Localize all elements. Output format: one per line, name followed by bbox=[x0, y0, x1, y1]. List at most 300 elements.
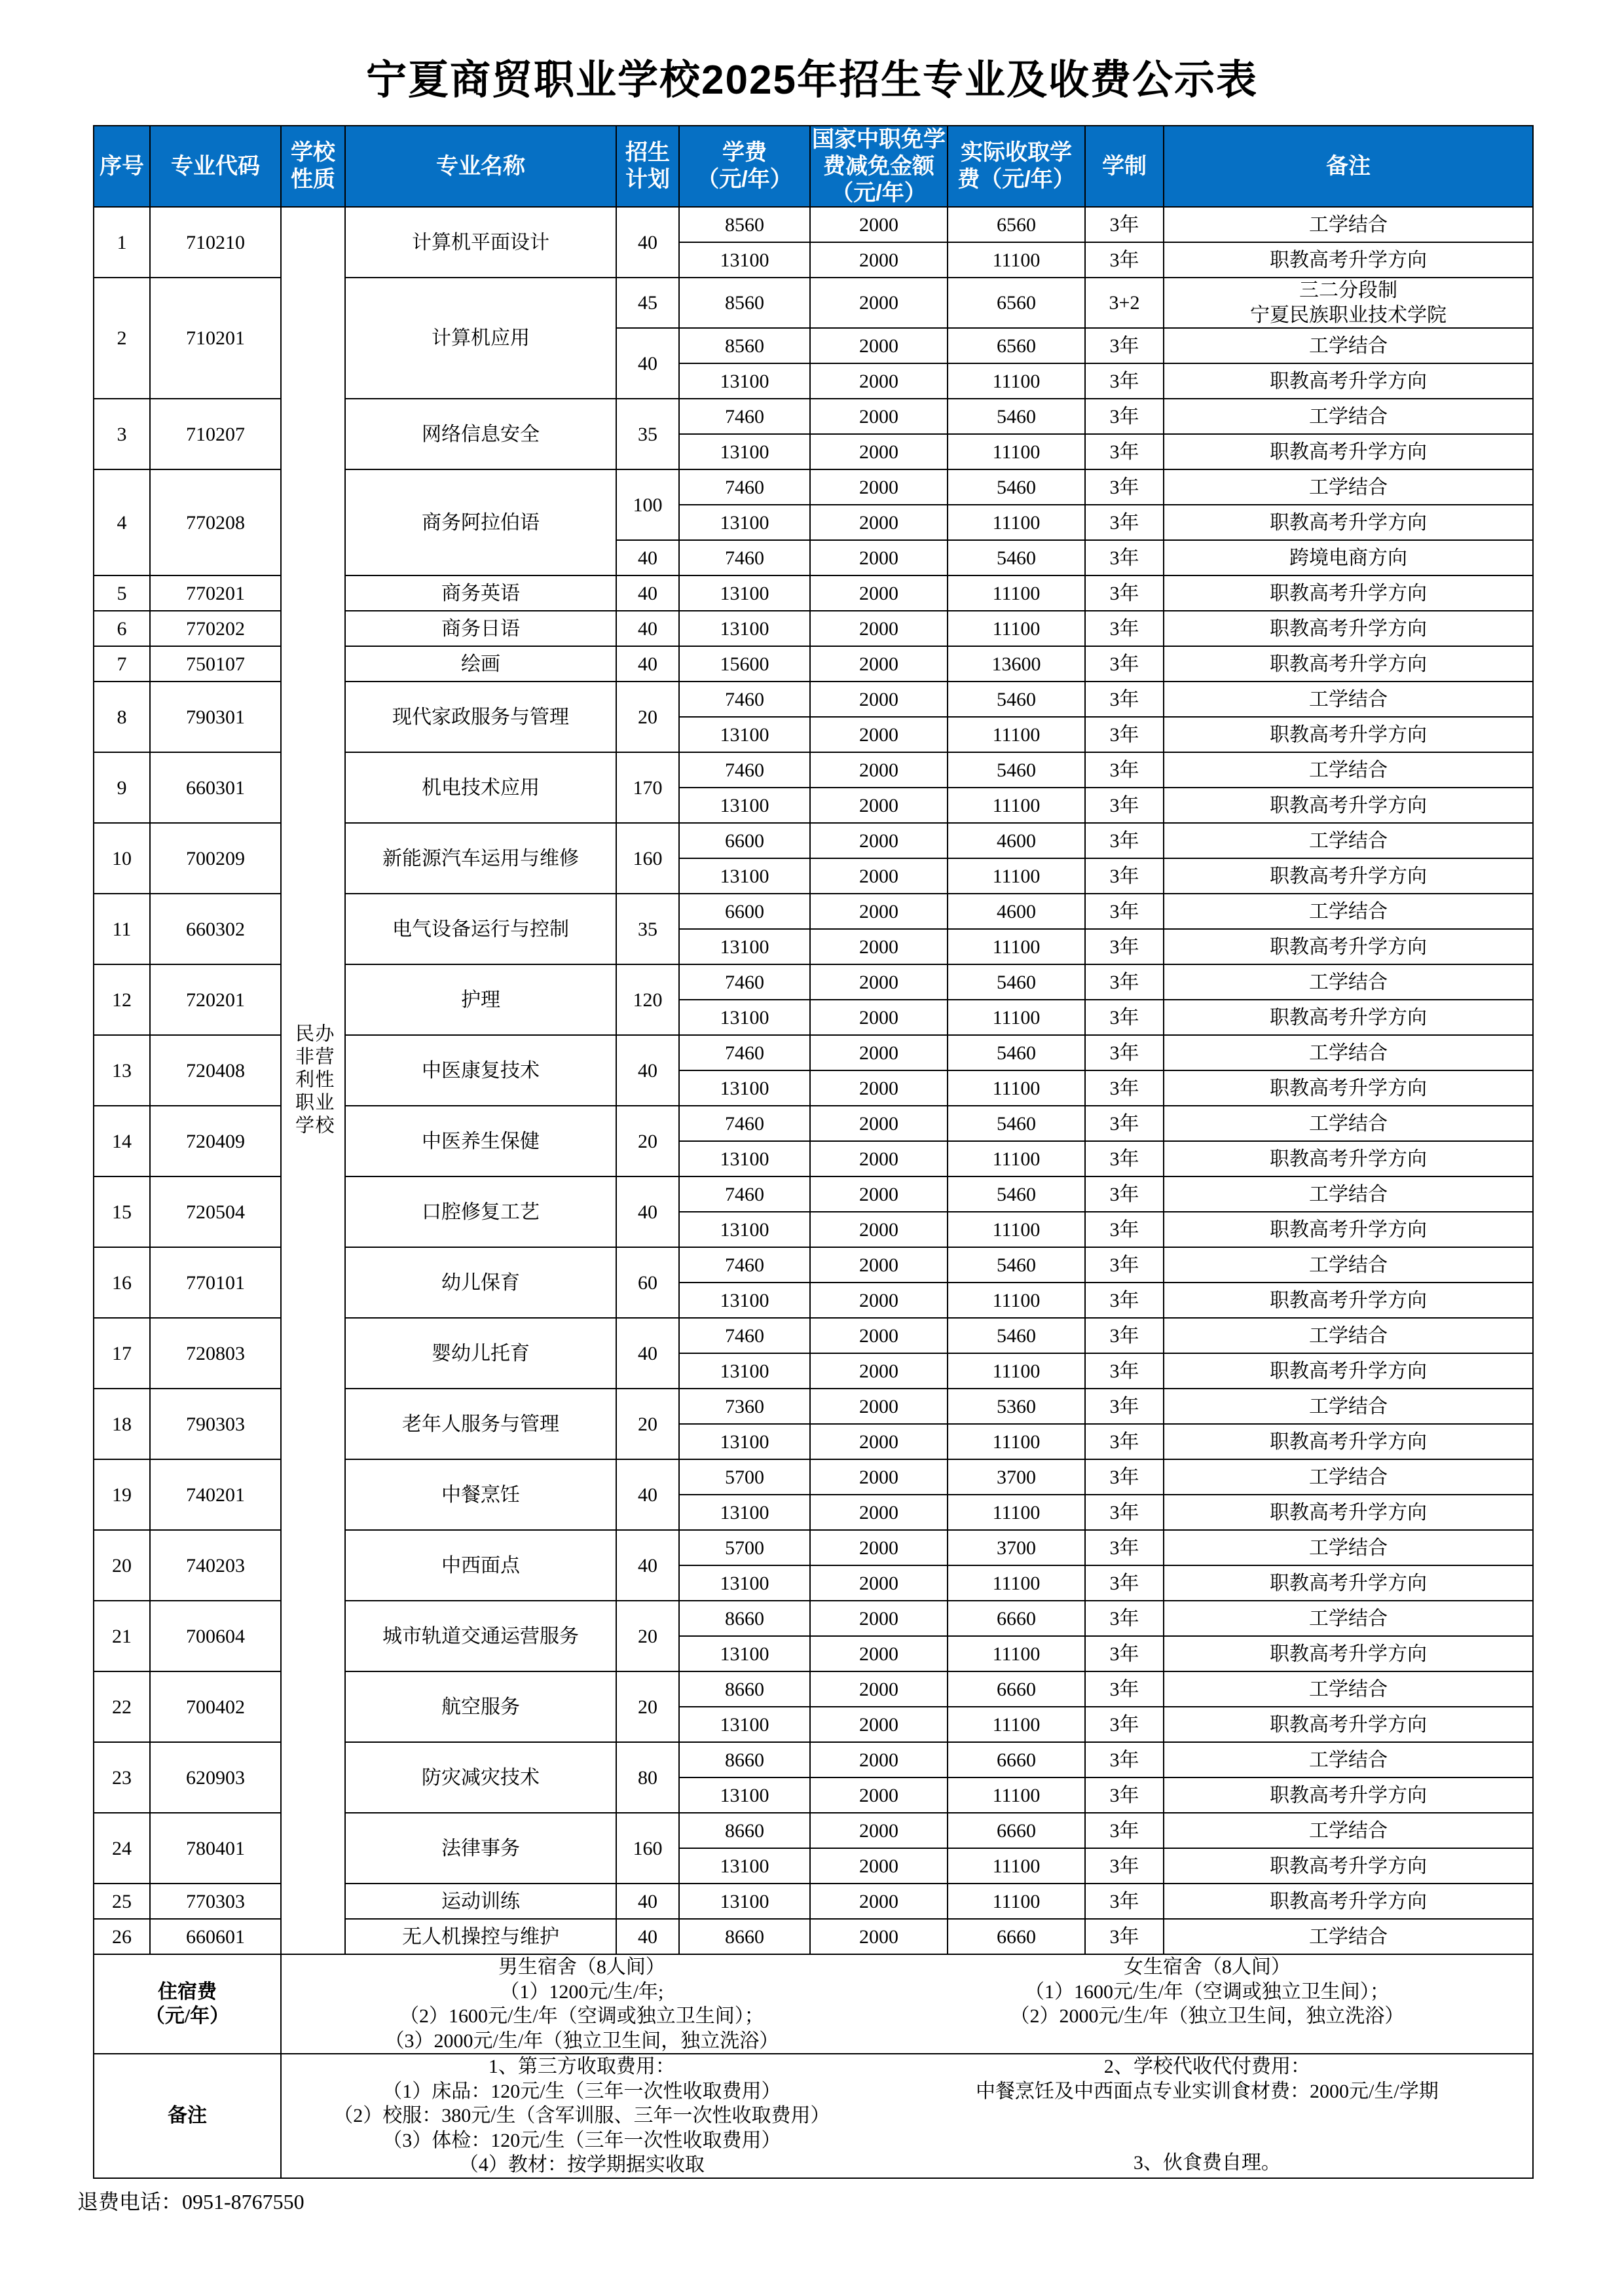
cell-enrollment-plan: 35 bbox=[616, 894, 679, 964]
cell-exemption: 2000 bbox=[810, 1884, 948, 1919]
cell-duration: 3年 bbox=[1085, 540, 1164, 575]
cell-actual-tuition: 11100 bbox=[948, 1283, 1085, 1318]
dorm-fee-row bbox=[94, 1954, 1533, 2054]
cell-major-name: 网络信息安全 bbox=[345, 399, 616, 469]
cell-remark: 工学结合 bbox=[1164, 1601, 1533, 1636]
cell-tuition: 5700 bbox=[679, 1459, 810, 1495]
cell-tuition: 13100 bbox=[679, 363, 810, 399]
cell-remark: 工学结合 bbox=[1164, 894, 1533, 929]
cell-sequence: 3 bbox=[94, 399, 150, 469]
cell-duration: 3年 bbox=[1085, 1565, 1164, 1601]
cell-sequence: 18 bbox=[94, 1389, 150, 1459]
cell-sequence: 12 bbox=[94, 964, 150, 1035]
cell-actual-tuition: 6560 bbox=[948, 207, 1085, 242]
cell-major-name: 现代家政服务与管理 bbox=[345, 682, 616, 752]
cell-tuition: 13100 bbox=[679, 1212, 810, 1247]
cell-actual-tuition: 11100 bbox=[948, 788, 1085, 823]
cell-actual-tuition: 11100 bbox=[948, 242, 1085, 278]
cell-duration: 3年 bbox=[1085, 646, 1164, 682]
cell-major-code: 770201 bbox=[150, 575, 281, 611]
table-body bbox=[94, 207, 1533, 2178]
cell-sequence: 10 bbox=[94, 823, 150, 894]
cell-major-code: 660301 bbox=[150, 752, 281, 823]
dorm-fee-label-line1: 住宿费 bbox=[158, 1980, 217, 2003]
cell-duration: 3年 bbox=[1085, 1495, 1164, 1530]
cell-tuition: 7460 bbox=[679, 1318, 810, 1353]
cell-tuition: 7460 bbox=[679, 1035, 810, 1070]
cell-actual-tuition: 6660 bbox=[948, 1742, 1085, 1777]
cell-school-nature bbox=[281, 207, 345, 1954]
cell-remark: 工学结合 bbox=[1164, 682, 1533, 717]
cell-major-name: 航空服务 bbox=[345, 1671, 616, 1742]
cell-exemption: 2000 bbox=[810, 894, 948, 929]
cell-exemption: 2000 bbox=[810, 1919, 948, 1954]
cell-actual-tuition: 11100 bbox=[948, 858, 1085, 894]
cell-tuition: 7460 bbox=[679, 469, 810, 505]
cell-exemption: 2000 bbox=[810, 1636, 948, 1671]
cell-exemption: 2000 bbox=[810, 682, 948, 717]
cell-actual-tuition: 11100 bbox=[948, 434, 1085, 469]
cell-remark: 工学结合 bbox=[1164, 1742, 1533, 1777]
cell-actual-tuition: 4600 bbox=[948, 894, 1085, 929]
cell-duration: 3年 bbox=[1085, 399, 1164, 434]
cell-major-code: 710207 bbox=[150, 399, 281, 469]
cell-exemption: 2000 bbox=[810, 1742, 948, 1777]
cell-exemption: 2000 bbox=[810, 1000, 948, 1035]
cell-sequence: 1 bbox=[94, 207, 150, 278]
cell-remark: 职教高考升学方向 bbox=[1164, 1495, 1533, 1530]
dorm-male-item: （2）1600元/生/年（空调或独立卫生间）； bbox=[399, 2005, 764, 2028]
cell-major-code: 720409 bbox=[150, 1106, 281, 1176]
cell-actual-tuition: 11100 bbox=[948, 1353, 1085, 1389]
cell-remark: 工学结合 bbox=[1164, 1176, 1533, 1212]
cell-tuition: 13100 bbox=[679, 1884, 810, 1919]
cell-major-name: 计算机应用 bbox=[345, 278, 616, 399]
cell-exemption: 2000 bbox=[810, 858, 948, 894]
cell-major-code: 770101 bbox=[150, 1247, 281, 1318]
col-header-plan-line2: 计划 bbox=[625, 167, 670, 192]
cell-remark: 工学结合 bbox=[1164, 1106, 1533, 1141]
cell-enrollment-plan: 80 bbox=[616, 1742, 679, 1813]
cell-exemption: 2000 bbox=[810, 242, 948, 278]
cell-sequence: 20 bbox=[94, 1530, 150, 1601]
cell-tuition: 8660 bbox=[679, 1919, 810, 1954]
cell-tuition: 13100 bbox=[679, 1495, 810, 1530]
cell-actual-tuition: 6560 bbox=[948, 328, 1085, 363]
cell-major-code: 740203 bbox=[150, 1530, 281, 1601]
cell-duration: 3年 bbox=[1085, 1742, 1164, 1777]
cell-enrollment-plan: 60 bbox=[616, 1247, 679, 1318]
notes-third-party-item: （2）校服：380元/生（含军训服、三年一次性收取费用） bbox=[333, 2105, 830, 2127]
cell-major-code: 720803 bbox=[150, 1318, 281, 1389]
cell-duration: 3年 bbox=[1085, 1671, 1164, 1707]
cell-sequence: 7 bbox=[94, 646, 150, 682]
cell-duration: 3年 bbox=[1085, 505, 1164, 540]
cell-exemption: 2000 bbox=[810, 1106, 948, 1141]
cell-exemption: 2000 bbox=[810, 363, 948, 399]
cell-remark: 职教高考升学方向 bbox=[1164, 242, 1533, 278]
dorm-female-block bbox=[882, 1955, 1532, 2053]
cell-exemption: 2000 bbox=[810, 1035, 948, 1070]
cell-remark: 职教高考升学方向 bbox=[1164, 717, 1533, 752]
cell-major-name: 城市轨道交通运营服务 bbox=[345, 1601, 616, 1671]
cell-actual-tuition: 11100 bbox=[948, 1777, 1085, 1813]
cell-enrollment-plan: 20 bbox=[616, 1671, 679, 1742]
cell-sequence: 16 bbox=[94, 1247, 150, 1318]
cell-tuition: 8660 bbox=[679, 1601, 810, 1636]
cell-major-name: 老年人服务与管理 bbox=[345, 1389, 616, 1459]
cell-remark: 工学结合 bbox=[1164, 1035, 1533, 1070]
cell-actual-tuition: 6660 bbox=[948, 1813, 1085, 1848]
cell-major-name: 婴幼儿托育 bbox=[345, 1318, 616, 1389]
cell-tuition: 13100 bbox=[679, 611, 810, 646]
cell-tuition: 13100 bbox=[679, 788, 810, 823]
cell-enrollment-plan: 40 bbox=[616, 575, 679, 611]
cell-remark: 工学结合 bbox=[1164, 1459, 1533, 1495]
cell-duration: 3年 bbox=[1085, 1353, 1164, 1389]
cell-tuition: 13100 bbox=[679, 1141, 810, 1176]
cell-tuition: 13100 bbox=[679, 1565, 810, 1601]
cell-enrollment-plan: 45 bbox=[616, 278, 679, 328]
school-nature-column-1: 民非利职学 bbox=[293, 1023, 314, 1139]
table-header bbox=[94, 126, 1533, 207]
cell-enrollment-plan: 40 bbox=[616, 1176, 679, 1247]
cell-actual-tuition: 6660 bbox=[948, 1671, 1085, 1707]
dorm-fee-label-line2: （元/年） bbox=[145, 2005, 230, 2028]
cell-duration: 3年 bbox=[1085, 964, 1164, 1000]
col-header-plan-line1: 招生 bbox=[625, 140, 670, 166]
cell-major-code: 710201 bbox=[150, 278, 281, 399]
cell-exemption: 2000 bbox=[810, 1283, 948, 1318]
cell-enrollment-plan: 40 bbox=[616, 540, 679, 575]
cell-major-code: 700604 bbox=[150, 1601, 281, 1671]
cell-major-name: 绘画 bbox=[345, 646, 616, 682]
refund-phone-note: 退费电话：0951-8767550 bbox=[77, 2189, 304, 2214]
dorm-female-item: （2）2000元/生/年（独立卫生间，独立洗浴） bbox=[1010, 2005, 1405, 2028]
cell-tuition: 13100 bbox=[679, 1000, 810, 1035]
cell-tuition: 13100 bbox=[679, 1424, 810, 1459]
cell-actual-tuition: 11100 bbox=[948, 611, 1085, 646]
cell-exemption: 2000 bbox=[810, 611, 948, 646]
col-header-seq: 序号 bbox=[94, 126, 150, 207]
cell-duration: 3年 bbox=[1085, 1070, 1164, 1106]
cell-duration: 3年 bbox=[1085, 363, 1164, 399]
cell-enrollment-plan: 20 bbox=[616, 1106, 679, 1176]
cell-exemption: 2000 bbox=[810, 1459, 948, 1495]
cell-major-name: 电气设备运行与控制 bbox=[345, 894, 616, 964]
cell-tuition: 15600 bbox=[679, 646, 810, 682]
col-header-plan bbox=[616, 126, 679, 207]
cell-major-code: 780401 bbox=[150, 1813, 281, 1884]
cell-remark: 工学结合 bbox=[1164, 399, 1533, 434]
cell-remark: 职教高考升学方向 bbox=[1164, 434, 1533, 469]
cell-enrollment-plan: 40 bbox=[616, 207, 679, 278]
notes-third-party-block bbox=[282, 2054, 882, 2178]
cell-major-code: 660302 bbox=[150, 894, 281, 964]
cell-remark: 工学结合 bbox=[1164, 1530, 1533, 1565]
col-header-actual bbox=[948, 126, 1085, 207]
cell-enrollment-plan: 20 bbox=[616, 682, 679, 752]
cell-actual-tuition: 11100 bbox=[948, 1000, 1085, 1035]
cell-enrollment-plan: 100 bbox=[616, 469, 679, 540]
cell-actual-tuition: 5460 bbox=[948, 1106, 1085, 1141]
cell-remark: 工学结合 bbox=[1164, 823, 1533, 858]
cell-exemption: 2000 bbox=[810, 1671, 948, 1707]
cell-remark: 职教高考升学方向 bbox=[1164, 1141, 1533, 1176]
col-header-tuition-line1: 学费 bbox=[722, 140, 767, 166]
cell-enrollment-plan: 170 bbox=[616, 752, 679, 823]
notes-label: 备注 bbox=[94, 2054, 281, 2178]
remark-line: 三二分段制 bbox=[1299, 280, 1397, 302]
cell-major-name: 无人机操控与维护 bbox=[345, 1919, 616, 1954]
notes-third-party-item: （4）教材：按学期据实收取 bbox=[458, 2154, 705, 2176]
cell-actual-tuition: 11100 bbox=[948, 575, 1085, 611]
cell-tuition: 7460 bbox=[679, 752, 810, 788]
cell-tuition: 13100 bbox=[679, 858, 810, 894]
cell-exemption: 2000 bbox=[810, 1176, 948, 1212]
cell-duration: 3年 bbox=[1085, 469, 1164, 505]
cell-actual-tuition: 6660 bbox=[948, 1601, 1085, 1636]
col-header-tuition bbox=[679, 126, 810, 207]
cell-duration: 3年 bbox=[1085, 1424, 1164, 1459]
cell-actual-tuition: 5460 bbox=[948, 540, 1085, 575]
cell-actual-tuition: 6560 bbox=[948, 278, 1085, 328]
cell-duration: 3年 bbox=[1085, 929, 1164, 964]
cell-actual-tuition: 11100 bbox=[948, 1495, 1085, 1530]
cell-major-name: 中西面点 bbox=[345, 1530, 616, 1601]
cell-duration: 3年 bbox=[1085, 434, 1164, 469]
cell-duration: 3年 bbox=[1085, 611, 1164, 646]
cell-major-code: 790303 bbox=[150, 1389, 281, 1459]
cell-enrollment-plan: 40 bbox=[616, 1318, 679, 1389]
cell-major-name: 法律事务 bbox=[345, 1813, 616, 1884]
cell-duration: 3年 bbox=[1085, 1035, 1164, 1070]
cell-duration: 3年 bbox=[1085, 242, 1164, 278]
cell-major-name: 口腔修复工艺 bbox=[345, 1176, 616, 1247]
cell-major-name: 中餐烹饪 bbox=[345, 1459, 616, 1530]
cell-major-name: 机电技术应用 bbox=[345, 752, 616, 823]
cell-major-code: 620903 bbox=[150, 1742, 281, 1813]
cell-duration: 3年 bbox=[1085, 1848, 1164, 1884]
cell-exemption: 2000 bbox=[810, 646, 948, 682]
dorm-fee-label bbox=[94, 1954, 281, 2054]
cell-tuition: 7460 bbox=[679, 399, 810, 434]
cell-actual-tuition: 11100 bbox=[948, 1565, 1085, 1601]
col-header-tuition-line2: （元/年） bbox=[697, 167, 792, 192]
cell-enrollment-plan: 160 bbox=[616, 823, 679, 894]
cell-exemption: 2000 bbox=[810, 1777, 948, 1813]
cell-tuition: 7460 bbox=[679, 1106, 810, 1141]
cell-tuition: 13100 bbox=[679, 1636, 810, 1671]
cell-tuition: 13100 bbox=[679, 929, 810, 964]
cell-tuition: 8560 bbox=[679, 207, 810, 242]
cell-duration: 3年 bbox=[1085, 1813, 1164, 1848]
cell-actual-tuition: 5460 bbox=[948, 469, 1085, 505]
cell-actual-tuition: 11100 bbox=[948, 1707, 1085, 1742]
cell-tuition: 7460 bbox=[679, 964, 810, 1000]
cell-exemption: 2000 bbox=[810, 328, 948, 363]
cell-sequence: 4 bbox=[94, 469, 150, 575]
cell-sequence: 24 bbox=[94, 1813, 150, 1884]
cell-tuition: 13100 bbox=[679, 1353, 810, 1389]
cell-sequence: 15 bbox=[94, 1176, 150, 1247]
cell-sequence: 26 bbox=[94, 1919, 150, 1954]
notes-meal-title: 3、伙食费自理。 bbox=[1133, 2152, 1281, 2174]
cell-tuition: 6600 bbox=[679, 894, 810, 929]
cell-remark: 职教高考升学方向 bbox=[1164, 1636, 1533, 1671]
cell-enrollment-plan: 40 bbox=[616, 1884, 679, 1919]
cell-tuition: 5700 bbox=[679, 1530, 810, 1565]
cell-duration: 3年 bbox=[1085, 682, 1164, 717]
cell-sequence: 22 bbox=[94, 1671, 150, 1742]
col-header-exempt-line3: （元/年） bbox=[831, 180, 927, 206]
notes-third-party-item: （1）床品：120元/生（三年一次性收取费用） bbox=[382, 2080, 781, 2102]
cell-remark: 工学结合 bbox=[1164, 1919, 1533, 1954]
cell-remark: 工学结合 bbox=[1164, 1247, 1533, 1283]
cell-actual-tuition: 6660 bbox=[948, 1919, 1085, 1954]
cell-remark: 职教高考升学方向 bbox=[1164, 1565, 1533, 1601]
cell-major-code: 700402 bbox=[150, 1671, 281, 1742]
col-header-remark: 备注 bbox=[1164, 126, 1533, 207]
cell-major-name: 商务阿拉伯语 bbox=[345, 469, 616, 575]
cell-enrollment-plan: 35 bbox=[616, 399, 679, 469]
cell-duration: 3年 bbox=[1085, 1389, 1164, 1424]
cell-exemption: 2000 bbox=[810, 752, 948, 788]
cell-duration: 3年 bbox=[1085, 575, 1164, 611]
cell-major-code: 740201 bbox=[150, 1459, 281, 1530]
cell-enrollment-plan: 160 bbox=[616, 1813, 679, 1884]
page-title: 宁夏商贸职业学校2025年招生专业及收费公示表 bbox=[366, 58, 1258, 103]
cell-exemption: 2000 bbox=[810, 207, 948, 242]
cell-enrollment-plan: 40 bbox=[616, 1530, 679, 1601]
cell-exemption: 2000 bbox=[810, 1212, 948, 1247]
cell-major-name: 商务英语 bbox=[345, 575, 616, 611]
cell-major-name: 防灾减灾技术 bbox=[345, 1742, 616, 1813]
cell-sequence: 25 bbox=[94, 1884, 150, 1919]
cell-actual-tuition: 5460 bbox=[948, 752, 1085, 788]
cell-major-code: 700209 bbox=[150, 823, 281, 894]
dorm-fee-content bbox=[281, 1954, 1533, 2054]
cell-remark: 职教高考升学方向 bbox=[1164, 858, 1533, 894]
cell-remark: 跨境电商方向 bbox=[1164, 540, 1533, 575]
cell-enrollment-plan: 120 bbox=[616, 964, 679, 1035]
remark-line: 宁夏民族职业技术学院 bbox=[1250, 304, 1447, 326]
cell-duration: 3年 bbox=[1085, 894, 1164, 929]
cell-duration: 3年 bbox=[1085, 1247, 1164, 1283]
cell-major-code: 660601 bbox=[150, 1919, 281, 1954]
cell-remark: 工学结合 bbox=[1164, 1318, 1533, 1353]
cell-remark: 工学结合 bbox=[1164, 328, 1533, 363]
cell-sequence: 11 bbox=[94, 894, 150, 964]
notes-school-collect-title: 2、学校代收代付费用： bbox=[1103, 2056, 1310, 2078]
cell-major-name: 商务日语 bbox=[345, 611, 616, 646]
cell-remark: 职教高考升学方向 bbox=[1164, 1353, 1533, 1389]
dorm-male-item: （3）2000元/生/年（独立卫生间，独立洗浴） bbox=[384, 2030, 779, 2052]
notes-school-collect-block bbox=[882, 2054, 1532, 2178]
cell-remark: 工学结合 bbox=[1164, 1813, 1533, 1848]
cell-exemption: 2000 bbox=[810, 1601, 948, 1636]
cell-enrollment-plan: 40 bbox=[616, 1035, 679, 1106]
cell-tuition: 7360 bbox=[679, 1389, 810, 1424]
col-header-actual-line1: 实际收取学 bbox=[961, 140, 1072, 166]
tuition-table bbox=[93, 125, 1534, 2179]
cell-exemption: 2000 bbox=[810, 1424, 948, 1459]
cell-sequence: 6 bbox=[94, 611, 150, 646]
cell-exemption: 2000 bbox=[810, 1247, 948, 1283]
cell-duration: 3年 bbox=[1085, 1106, 1164, 1141]
dorm-male-item: （1）1200元/生/年; bbox=[500, 1980, 664, 2003]
notes-third-party-item: （3）体检：120元/生（三年一次性收取费用） bbox=[382, 2129, 781, 2151]
cell-tuition: 8560 bbox=[679, 278, 810, 328]
cell-exemption: 2000 bbox=[810, 1318, 948, 1353]
cell-remark: 职教高考升学方向 bbox=[1164, 1212, 1533, 1247]
cell-tuition: 8660 bbox=[679, 1742, 810, 1777]
cell-exemption: 2000 bbox=[810, 434, 948, 469]
cell-remark: 职教高考升学方向 bbox=[1164, 646, 1533, 682]
cell-sequence: 19 bbox=[94, 1459, 150, 1530]
cell-major-code: 720408 bbox=[150, 1035, 281, 1106]
cell-sequence: 21 bbox=[94, 1601, 150, 1671]
cell-actual-tuition: 5460 bbox=[948, 1247, 1085, 1283]
cell-sequence: 17 bbox=[94, 1318, 150, 1389]
cell-actual-tuition: 11100 bbox=[948, 1070, 1085, 1106]
cell-duration: 3年 bbox=[1085, 1707, 1164, 1742]
cell-tuition: 13100 bbox=[679, 1070, 810, 1106]
cell-major-name: 中医养生保健 bbox=[345, 1106, 616, 1176]
cell-tuition: 13100 bbox=[679, 1283, 810, 1318]
cell-remark: 工学结合 bbox=[1164, 1671, 1533, 1707]
cell-actual-tuition: 11100 bbox=[948, 1636, 1085, 1671]
cell-exemption: 2000 bbox=[810, 929, 948, 964]
cell-actual-tuition: 11100 bbox=[948, 929, 1085, 964]
header-row bbox=[94, 126, 1533, 207]
cell-actual-tuition: 4600 bbox=[948, 823, 1085, 858]
cell-tuition: 8560 bbox=[679, 328, 810, 363]
cell-exemption: 2000 bbox=[810, 1813, 948, 1848]
cell-tuition: 7460 bbox=[679, 1176, 810, 1212]
cell-remark: 职教高考升学方向 bbox=[1164, 1777, 1533, 1813]
col-header-nature-line2: 性质 bbox=[291, 167, 335, 192]
cell-remark: 职教高考升学方向 bbox=[1164, 611, 1533, 646]
cell-exemption: 2000 bbox=[810, 964, 948, 1000]
col-header-name: 专业名称 bbox=[345, 126, 616, 207]
cell-remark: 工学结合 bbox=[1164, 1389, 1533, 1424]
cell-exemption: 2000 bbox=[810, 788, 948, 823]
school-nature-column-2: 办营性业校 bbox=[312, 1023, 334, 1139]
cell-remark: 职教高考升学方向 bbox=[1164, 1283, 1533, 1318]
cell-remark: 职教高考升学方向 bbox=[1164, 505, 1533, 540]
cell-remark: 职教高考升学方向 bbox=[1164, 929, 1533, 964]
cell-sequence: 13 bbox=[94, 1035, 150, 1106]
cell-actual-tuition: 13600 bbox=[948, 646, 1085, 682]
cell-exemption: 2000 bbox=[810, 1530, 948, 1565]
cell-major-code: 770208 bbox=[150, 469, 281, 575]
cell-sequence: 9 bbox=[94, 752, 150, 823]
cell-duration: 3年 bbox=[1085, 207, 1164, 242]
cell-exemption: 2000 bbox=[810, 469, 948, 505]
cell-actual-tuition: 5460 bbox=[948, 399, 1085, 434]
cell-exemption: 2000 bbox=[810, 1848, 948, 1884]
cell-remark: 职教高考升学方向 bbox=[1164, 1424, 1533, 1459]
cell-duration: 3年 bbox=[1085, 858, 1164, 894]
cell-exemption: 2000 bbox=[810, 1495, 948, 1530]
cell-duration: 3年 bbox=[1085, 1636, 1164, 1671]
cell-major-name: 中医康复技术 bbox=[345, 1035, 616, 1106]
cell-actual-tuition: 5460 bbox=[948, 964, 1085, 1000]
cell-sequence: 14 bbox=[94, 1106, 150, 1176]
cell-duration: 3年 bbox=[1085, 1884, 1164, 1919]
cell-exemption: 2000 bbox=[810, 1565, 948, 1601]
